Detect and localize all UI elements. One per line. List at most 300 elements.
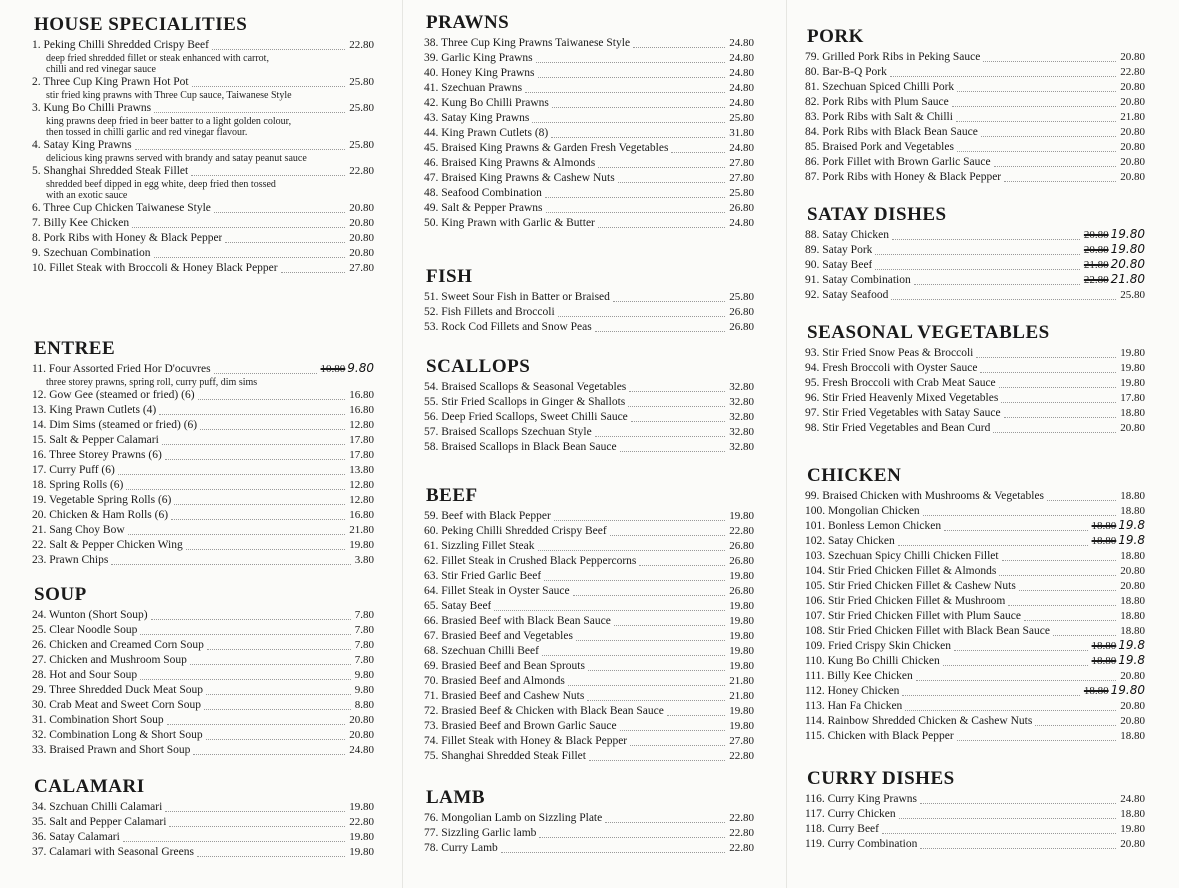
item-name: 5. Shanghai Shredded Steak Fillet [32,165,189,177]
item-price: 32.80 [729,426,754,438]
item-price: 7.80 [354,654,374,666]
menu-item [32,448,374,463]
item-name: 4. Satay King Prawns [32,139,132,151]
item-name: 60. Peking Chilli Shredded Crispy Beef [424,525,607,537]
leader-dots [536,62,726,63]
section-title: LAMB [426,787,485,808]
item-name: 105. Stir Fried Chicken Fillet & Cashew Nuts [805,580,1016,592]
menu-item [32,478,374,493]
item-name: 18. Spring Rolls (6) [32,479,124,491]
menu-item [805,65,1145,80]
leader-dots [620,730,726,731]
menu-item [32,638,374,653]
leader-dots [538,550,726,551]
menu-item [424,841,754,856]
leader-dots [151,619,351,620]
menu-item [32,508,374,523]
item-price: 16.80 [349,389,374,401]
item-name: 21. Sang Choy Bow [32,524,125,536]
section-title: CALAMARI [34,776,145,797]
menu-item [424,51,754,66]
leader-dots [999,575,1116,576]
leader-dots [587,700,725,701]
menu-item [424,689,754,704]
item-price: 20.80 [1120,422,1145,434]
item-price: 7.80 [354,624,374,636]
item-name: 23. Prawn Chips [32,554,109,566]
item-price: 18.80 [1120,407,1145,419]
item-price: 26.80 [729,321,754,333]
item-name: 39. Garlic King Prawns [424,52,533,64]
item-name: 3. Kung Bo Chilli Prawns [32,102,152,114]
leader-dots [281,272,346,273]
item-price: 22.80 [349,165,374,177]
item-name: 109. Fried Crispy Skin Chicken [805,640,951,652]
item-name: 2. Three Cup King Prawn Hot Pot [32,76,189,88]
item-price: 24.80 [729,82,754,94]
leader-dots [576,640,725,641]
item-price: 26.80 [729,555,754,567]
item-name: 101. Bonless Lemon Chicken [805,520,942,532]
item-name: 84. Pork Ribs with Black Bean Sauce [805,126,978,138]
leader-dots [538,77,726,78]
menu-item [805,80,1145,95]
leader-dots [620,451,726,452]
item-price: 22.80 [729,827,754,839]
menu-item [805,288,1145,303]
menu-item [32,493,374,508]
leader-dots [123,841,345,842]
item-name: 50. King Prawn with Garlic & Butter [424,217,595,229]
item-price: 27.80 [729,735,754,747]
old-price: 18.80 [1091,640,1117,652]
leader-dots [154,112,345,113]
leader-dots [191,175,345,176]
leader-dots [890,76,1116,77]
leader-dots [905,710,1116,711]
leader-dots [614,625,725,626]
handwritten-new-price: 19.80 [1110,683,1145,697]
menu-item [805,837,1145,852]
leader-dots [923,515,1117,516]
menu-item [424,171,754,186]
menu-item [805,714,1145,729]
menu-item [424,66,754,81]
menu-item [32,246,374,261]
item-name: 66. Brasied Beef with Black Bean Sauce [424,615,611,627]
menu-item [805,110,1145,125]
section-title: CHICKEN [807,465,902,486]
item-name: 53. Rock Cod Fillets and Snow Peas [424,321,592,333]
item-name: 58. Braised Scallops in Black Bean Sauce [424,441,617,453]
item-description: deep fried shredded fillet or steak enhanced with carrot, [46,53,269,64]
leader-dots [631,421,725,422]
menu-item [805,564,1145,579]
menu-item [805,699,1145,714]
leader-dots [212,49,345,50]
leader-dots [154,257,346,258]
item-price: 21.80 [1120,111,1145,123]
item-name: 48. Seafood Combination [424,187,542,199]
item-name: 20. Chicken & Ham Rolls (6) [32,509,169,521]
leader-dots [206,739,346,740]
menu-item [32,38,374,53]
item-name: 55. Stir Fried Scallops in Ginger & Shallots [424,396,626,408]
leader-dots [902,695,1079,696]
item-name: 34. Szchuan Chilli Calamari [32,801,163,813]
handwritten-new-price: 19.80 [1110,227,1145,241]
section-prawns [424,12,754,231]
item-price: 20.80 [349,729,374,741]
item-price: 22.80 [349,39,374,51]
page-fold [786,0,787,888]
old-price: 18.80 [1091,535,1117,547]
item-name: 78. Curry Lamb [424,842,498,854]
leader-dots [214,212,345,213]
item-name: 103. Szechuan Spicy Chilli Chicken Fillet [805,550,999,562]
leader-dots [165,459,345,460]
item-name: 70. Brasied Beef and Almonds [424,675,565,687]
item-name: 100. Mongolian Chicken [805,505,920,517]
item-name: 10. Fillet Steak with Broccoli & Honey Black Pepper [32,262,278,274]
item-price: 20.80 [1120,838,1145,850]
item-name: 76. Mongolian Lamb on Sizzling Plate [424,812,603,824]
menu-item [424,111,754,126]
item-name: 92. Satay Seafood [805,289,889,301]
leader-dots [943,665,1088,666]
item-name: 117. Curry Chicken [805,808,896,820]
item-price: 20.80 [349,202,374,214]
leader-dots [1019,590,1116,591]
item-price: 22.80 [1120,66,1145,78]
item-price [1092,638,1145,654]
leader-dots [225,242,345,243]
menu-item [424,539,754,554]
leader-dots [501,852,725,853]
menu-item [32,815,374,830]
section-chicken [805,465,1145,744]
section-lamb [424,787,754,856]
item-name: 85. Braised Pork and Vegetables [805,141,954,153]
menu-item [424,811,754,826]
item-price: 25.80 [349,102,374,114]
item-name: 12. Gow Gee (steamed or fried) (6) [32,389,195,401]
item-name: 40. Honey King Prawns [424,67,535,79]
item-description: with an exotic sauce [46,190,128,201]
menu-item [32,231,374,246]
leader-dots [135,149,346,150]
leader-dots [957,740,1117,741]
leader-dots [1035,725,1116,726]
item-price: 7.80 [354,639,374,651]
item-name: 45. Braised King Prawns & Garden Fresh Vegetables [424,142,669,154]
leader-dots [952,106,1116,107]
leader-dots [671,152,725,153]
item-price: 24.80 [729,67,754,79]
leader-dots [920,848,1116,849]
leader-dots [954,650,1088,651]
item-name: 64. Fillet Steak in Oyster Sauce [424,585,570,597]
leader-dots [628,406,725,407]
section-title: SEASONAL VEGETABLES [807,322,1050,343]
item-price: 16.80 [349,509,374,521]
menu-item [424,410,754,425]
item-price: 16.80 [349,404,374,416]
item-name: 94. Fresh Broccoli with Oyster Sauce [805,362,978,374]
item-name: 36. Satay Calamari [32,831,120,843]
item-name: 11. Four Assorted Fried Hor D'ocuvres [32,363,211,375]
item-price: 24.80 [729,217,754,229]
leader-dots [898,545,1088,546]
item-price: 32.80 [729,396,754,408]
leader-dots [882,833,1116,834]
menu-item [805,361,1145,376]
menu-item [424,749,754,764]
item-price [1092,518,1145,534]
menu-item [424,440,754,455]
item-price: 20.80 [1120,81,1145,93]
item-description: then tossed in chilli garlic and red vinegar flavour. [46,127,248,138]
item-price: 25.80 [349,76,374,88]
leader-dots [192,86,346,87]
item-name: 81. Szechuan Spiced Chilli Pork [805,81,955,93]
leader-dots [552,107,725,108]
menu-item [805,519,1145,534]
item-name: 16. Three Storey Prawns (6) [32,449,162,461]
menu-item [424,524,754,539]
section-pork [805,26,1145,185]
menu-item [805,792,1145,807]
item-name: 116. Curry King Prawns [805,793,918,805]
leader-dots [983,61,1116,62]
item-name: 67. Brasied Beef and Vegetables [424,630,573,642]
handwritten-new-price: 21.80 [1110,272,1145,286]
item-price: 32.80 [729,441,754,453]
leader-dots [639,565,725,566]
section-title: SCALLOPS [426,356,531,377]
leader-dots [568,685,725,686]
item-name: 33. Braised Prawn and Short Soup [32,744,191,756]
menu-item [32,668,374,683]
item-price: 20.80 [1120,565,1145,577]
menu-item [805,243,1145,258]
item-price: 32.80 [729,411,754,423]
leader-dots [875,269,1080,270]
menu-item [424,674,754,689]
item-name: 8. Pork Ribs with Honey & Black Pepper [32,232,223,244]
menu-item [424,659,754,674]
item-price: 26.80 [729,202,754,214]
item-price: 19.80 [349,539,374,551]
menu-item [32,683,374,698]
leader-dots [159,414,345,415]
leader-dots [171,519,345,520]
handwritten-new-price: 19.8 [1118,533,1145,547]
item-name: 41. Szechuan Prawns [424,82,523,94]
item-price: 20.80 [349,714,374,726]
menu-item [805,258,1145,273]
item-name: 68. Szechuan Chilli Beef [424,645,539,657]
menu-item [805,654,1145,669]
menu-item [32,418,374,433]
item-price: 20.80 [349,217,374,229]
section-title: PORK [807,26,864,47]
menu-item [805,594,1145,609]
item-name: 42. Kung Bo Chilli Prawns [424,97,549,109]
leader-dots [200,429,345,430]
item-name: 79. Grilled Pork Ribs in Peking Sauce [805,51,981,63]
leader-dots [914,284,1080,285]
menu-item [805,140,1145,155]
menu-item [424,509,754,524]
leader-dots [613,301,725,302]
item-name: 65. Satay Beef [424,600,492,612]
item-price: 19.80 [1120,362,1145,374]
leader-dots [944,530,1087,531]
leader-dots [633,47,725,48]
leader-dots [167,724,346,725]
leader-dots [595,436,726,437]
item-price: 9.80 [354,684,374,696]
menu-item [805,155,1145,170]
item-price: 20.80 [1120,171,1145,183]
leader-dots [891,299,1116,300]
item-price [1092,533,1145,549]
menu-item [32,553,374,568]
menu-item [805,504,1145,519]
leader-dots [588,670,725,671]
item-name: 62. Fillet Steak in Crushed Black Peppercorns [424,555,637,567]
item-price: 22.80 [729,842,754,854]
menu-item [424,826,754,841]
menu-item [805,579,1145,594]
item-price: 21.80 [729,690,754,702]
old-price: 18.80 [1083,685,1109,697]
section-soup [32,584,374,758]
leader-dots [140,679,351,680]
item-name: 47. Braised King Prawns & Cashew Nuts [424,172,615,184]
item-name: 57. Braised Scallops Szechuan Style [424,426,592,438]
item-description: stir fried king prawns with Three Cup sauce, Taiwanese Style [46,90,292,101]
leader-dots [532,122,725,123]
leader-dots [542,655,725,656]
menu-item [32,362,374,377]
leader-dots [1004,181,1116,182]
item-name: 96. Stir Fried Heavenly Mixed Vegetables [805,392,999,404]
item-name: 71. Brasied Beef and Cashew Nuts [424,690,585,702]
leader-dots [174,504,345,505]
handwritten-new-price: 19.80 [1110,242,1145,256]
item-name: 49. Salt & Pepper Prawns [424,202,543,214]
item-name: 77. Sizzling Garlic lamb [424,827,537,839]
leader-dots [598,227,725,228]
item-description: three storey prawns, spring roll, curry puff, dim sims [46,377,258,388]
item-price: 26.80 [729,585,754,597]
item-name: 52. Fish Fillets and Broccoli [424,306,555,318]
menu-item [424,734,754,749]
item-price: 20.80 [1120,156,1145,168]
menu-item [32,75,374,90]
menu-item [32,164,374,179]
item-price: 12.80 [349,419,374,431]
item-name: 26. Chicken and Creamed Corn Soup [32,639,204,651]
item-name: 89. Satay Pork [805,244,873,256]
leader-dots [892,239,1080,240]
leader-dots [214,373,317,374]
section-title: BEEF [426,485,478,506]
item-name: 28. Hot and Sour Soup [32,669,138,681]
item-description: shredded beef dipped in egg white, deep fried then tossed [46,179,276,190]
menu-item [805,125,1145,140]
menu-item [424,569,754,584]
item-name: 104. Stir Fried Chicken Fillet & Almonds [805,565,997,577]
leader-dots [207,649,351,650]
item-price: 18.80 [1120,550,1145,562]
leader-dots [198,399,346,400]
item-price: 19.80 [729,510,754,522]
menu-item [424,704,754,719]
section-title: ENTREE [34,338,116,359]
menu-item [424,584,754,599]
leader-dots [558,316,726,317]
leader-dots [589,760,725,761]
menu-item [32,623,374,638]
item-name: 108. Stir Fried Chicken Fillet with Black Bean Sauce [805,625,1050,637]
menu-item [32,261,374,276]
item-name: 7. Billy Kee Chicken [32,217,130,229]
menu-item [805,273,1145,288]
menu-item [424,36,754,51]
leader-dots [525,92,725,93]
section-title: PRAWNS [426,12,510,33]
menu-item [805,534,1145,549]
menu-item [805,228,1145,243]
leader-dots [956,121,1116,122]
item-price: 27.80 [349,262,374,274]
menu-item [805,639,1145,654]
item-name: 43. Satay King Prawns [424,112,530,124]
leader-dots [1024,620,1116,621]
item-name: 91. Satay Combination [805,274,911,286]
item-price: 18.80 [1120,808,1145,820]
leader-dots [667,715,725,716]
menu-item [424,81,754,96]
leader-dots [899,818,1117,819]
item-price: 20.80 [1120,96,1145,108]
item-price: 19.80 [349,801,374,813]
item-price: 24.80 [729,52,754,64]
item-price: 18.80 [1120,595,1145,607]
menu-item [805,95,1145,110]
item-name: 119. Curry Combination [805,838,918,850]
leader-dots [193,754,345,755]
leader-dots [976,357,1116,358]
item-price: 9.80 [354,669,374,681]
menu-item [805,669,1145,684]
item-name: 83. Pork Ribs with Salt & Chilli [805,111,953,123]
menu-item [424,186,754,201]
leader-dots [605,822,725,823]
item-price: 32.80 [729,381,754,393]
item-price: 24.80 [729,37,754,49]
menu-item [805,729,1145,744]
item-price: 7.80 [354,609,374,621]
item-name: 82. Pork Ribs with Plum Sauce [805,96,949,108]
item-name: 75. Shanghai Shredded Steak Fillet [424,750,586,762]
item-price: 3.80 [354,554,374,566]
item-price: 25.80 [729,112,754,124]
item-name: 14. Dim Sims (steamed or fried) (6) [32,419,198,431]
